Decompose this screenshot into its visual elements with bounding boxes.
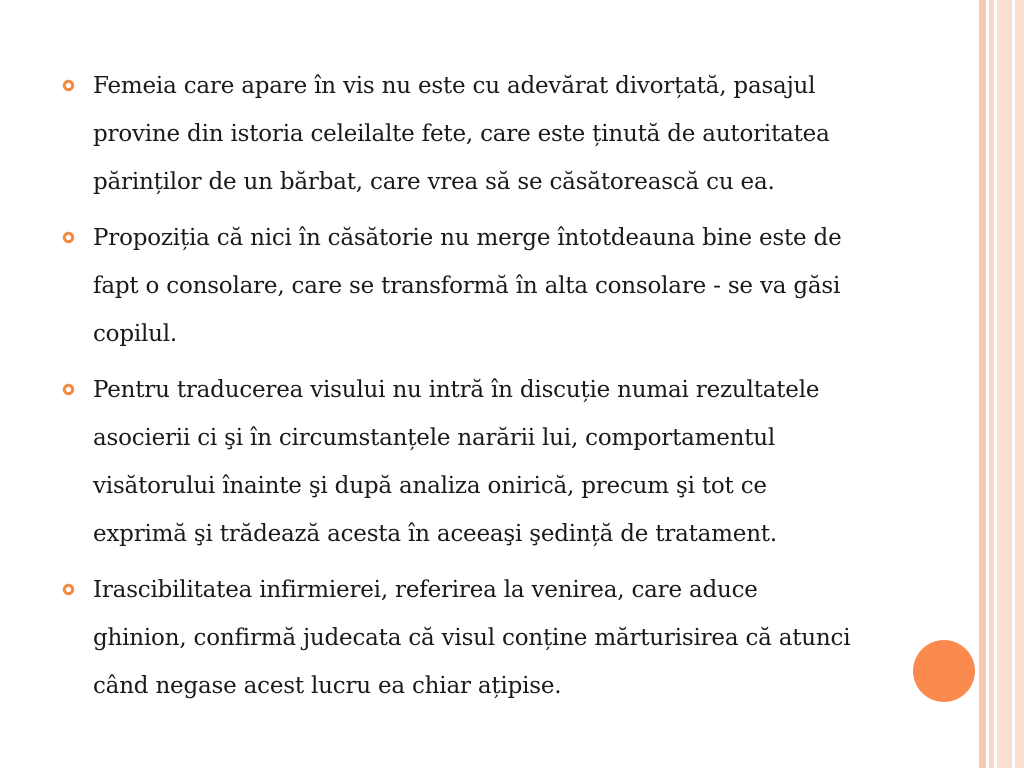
bullet-text: Pentru traducerea visului nu intră în discuție numai rezultatele asocierii ci şi în circumstanțele narării lui, comportamentul visătorului înainte şi după analiza onirică, precum şi tot ce exprimă şi trădează acesta în aceeaşi şedință de tratament.	[93, 377, 820, 547]
bullet-text: Propoziția că nici în căsătorie nu merge întotdeauna bine este de fapt o consolare, care se transformă în alta consolare - se va găsi copilul.	[93, 225, 842, 347]
bullet-list	[62, 62, 962, 718]
border-stripe-gap	[1012, 0, 1015, 768]
list-item	[62, 366, 962, 558]
list-item	[62, 566, 962, 710]
ring-bullet-icon	[62, 79, 75, 92]
ring-bullet-icon	[62, 383, 75, 396]
list-item	[62, 62, 962, 206]
bullet-text: Femeia care apare în vis nu este cu adevărat divorțată, pasajul provine din istoria celeilalte fete, care este ținută de autoritatea părinților de un bărbat, care vrea să se căsătorească cu ea.	[93, 73, 830, 195]
list-item	[62, 214, 962, 358]
bullet-text: Irascibilitatea infirmierei, referirea la venirea, care aduce ghinion, confirmă judecata că visul conține mărturisirea că atunci când negase acest lucru ea chiar ațipise.	[93, 577, 851, 699]
border-stripe	[997, 0, 1024, 768]
border-stripe	[979, 0, 986, 768]
ring-bullet-icon	[62, 583, 75, 596]
decorative-circle	[913, 640, 975, 702]
ring-bullet-icon	[62, 231, 75, 244]
